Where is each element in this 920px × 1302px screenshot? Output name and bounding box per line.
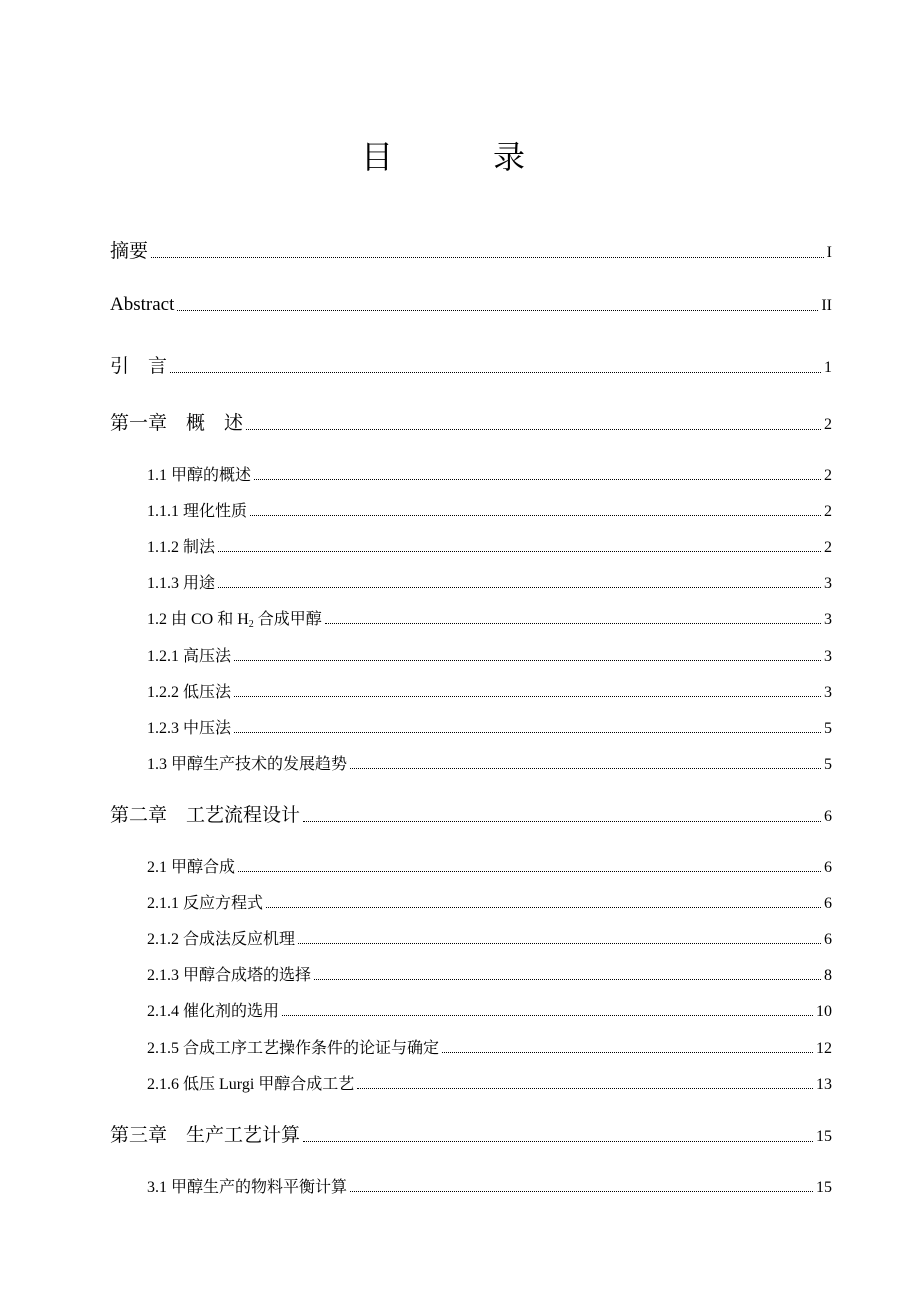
toc-entry-page: 3: [824, 611, 832, 628]
dot-leader: [238, 870, 821, 872]
dot-leader: [246, 428, 821, 430]
dot-leader: [350, 767, 821, 769]
toc-entry-label: 2.1.3 甲醇合成塔的选择: [147, 967, 312, 984]
toc-entry-chapter-2[interactable]: [110, 800, 832, 827]
toc-entry-page: 2: [824, 467, 832, 484]
dot-leader: [303, 1140, 813, 1142]
toc-entry-1-2[interactable]: [147, 606, 832, 629]
toc-title: 目 录: [360, 138, 559, 176]
toc-entry-1-3[interactable]: [147, 751, 832, 774]
dot-leader: [218, 550, 821, 552]
toc-entry-page: 2: [824, 503, 832, 520]
toc-entry-label: 1.1.3 用途: [147, 575, 216, 592]
toc-entry-abstract-en[interactable]: [110, 294, 832, 316]
toc-entry-label: 2.1 甲醇合成: [147, 859, 236, 876]
toc-entry-1-1-3[interactable]: [147, 570, 832, 593]
dot-leader: [266, 906, 821, 908]
toc-entry-3-1[interactable]: [147, 1174, 832, 1197]
toc-entry-2-1-2[interactable]: [147, 926, 832, 949]
toc-entry-page: 10: [816, 1003, 832, 1020]
toc-entry-page: II: [821, 297, 832, 314]
toc-entry-page: 3: [824, 684, 832, 701]
toc-entry-2-1-1[interactable]: [147, 890, 832, 913]
toc-entry-page: I: [826, 244, 832, 261]
dot-leader: [303, 820, 821, 822]
dot-leader: [314, 978, 821, 980]
dot-leader: [442, 1051, 813, 1053]
toc-entry-label: 1.2.3 中压法: [147, 720, 232, 737]
toc-entry-label: 引 言: [110, 355, 168, 377]
toc-entry-label: 第一章 概 述: [110, 412, 244, 434]
toc-entry-abstract-cn[interactable]: [110, 236, 832, 263]
toc-entry-chapter-1[interactable]: [110, 408, 832, 435]
toc-entry-label: 2.1.2 合成法反应机理: [147, 931, 296, 948]
toc-entry-page: 2: [824, 539, 832, 556]
toc-entry-page: 6: [824, 859, 832, 876]
toc-entry-2-1-6[interactable]: [147, 1071, 832, 1094]
dot-leader: [234, 659, 821, 661]
toc-entry-2-1-5[interactable]: [147, 1035, 832, 1058]
toc-entry-label: 第二章 工艺流程设计: [110, 804, 301, 826]
toc-entry-1-2-2[interactable]: [147, 679, 832, 702]
toc-entry-label: 1.1.1 理化性质: [147, 503, 248, 520]
dot-leader: [325, 622, 821, 624]
toc-entry-1-1-2[interactable]: [147, 534, 832, 557]
toc-entry-1-2-3[interactable]: [147, 715, 832, 738]
toc-entry-label: 2.1.4 催化剂的选用: [147, 1003, 280, 1020]
dot-leader: [282, 1014, 813, 1016]
toc-entry-page: 6: [824, 931, 832, 948]
toc-entry-label: 1.3 甲醇生产技术的发展趋势: [147, 756, 348, 773]
toc-entry-page: 15: [816, 1179, 832, 1196]
toc-entry-page: 15: [816, 1128, 832, 1145]
dot-leader: [357, 1087, 813, 1089]
subscript-2: 2: [248, 619, 254, 630]
toc-entry-label: Abstract: [110, 294, 175, 315]
toc-entry-label: 1.1.2 制法: [147, 539, 216, 556]
toc-entry-label: 1.2.1 高压法: [147, 648, 232, 665]
dot-leader: [350, 1190, 813, 1192]
toc-entry-label: 2.1.5 合成工序工艺操作条件的论证与确定: [147, 1040, 440, 1057]
toc-entry-label: 摘要: [110, 240, 149, 262]
toc-entry-page: 5: [824, 756, 832, 773]
toc-entry-label: 2.1.6 低压 Lurgi 甲醇合成工艺: [147, 1076, 355, 1093]
toc-entry-label: [147, 606, 322, 629]
dot-leader: [170, 371, 821, 373]
dot-leader: [254, 478, 821, 480]
toc-entry-2-1-4[interactable]: [147, 998, 832, 1021]
toc-entry-2-1[interactable]: [147, 854, 832, 877]
toc-entry-label: 第三章 生产工艺计算: [110, 1124, 301, 1146]
dot-leader: [177, 309, 818, 311]
toc-entry-label: 2.1.1 反应方程式: [147, 895, 264, 912]
dot-leader: [250, 514, 821, 516]
toc-entry-page: 3: [824, 648, 832, 665]
dot-leader: [234, 695, 821, 697]
toc-entry-introduction[interactable]: [110, 351, 832, 378]
toc-entry-label-part: 合成甲醇: [253, 611, 322, 628]
dot-leader: [218, 586, 821, 588]
toc-entry-2-1-3[interactable]: [147, 962, 832, 985]
dot-leader: [298, 942, 821, 944]
dot-leader: [151, 256, 824, 258]
toc-entry-page: 2: [824, 416, 832, 433]
toc-entry-1-2-1[interactable]: [147, 643, 832, 666]
toc-entry-label: 1.1 甲醇的概述: [147, 467, 252, 484]
toc-entry-label-part: 1.2 由 CO 和 H: [147, 611, 249, 628]
toc-entry-label: 3.1 甲醇生产的物料平衡计算: [147, 1179, 348, 1196]
toc-entry-1-1[interactable]: [147, 462, 832, 485]
toc-entry-page: 13: [816, 1076, 832, 1093]
toc-entry-page: 6: [824, 808, 832, 825]
toc-entry-page: 1: [824, 359, 832, 376]
toc-entry-chapter-3[interactable]: [110, 1120, 832, 1147]
toc-entry-1-1-1[interactable]: [147, 498, 832, 521]
toc-entry-page: 12: [816, 1040, 832, 1057]
dot-leader: [234, 731, 821, 733]
toc-entry-page: 8: [824, 967, 832, 984]
toc-entry-label: 1.2.2 低压法: [147, 684, 232, 701]
toc-entry-page: 5: [824, 720, 832, 737]
toc-entry-page: 6: [824, 895, 832, 912]
toc-entry-page: 3: [824, 575, 832, 592]
